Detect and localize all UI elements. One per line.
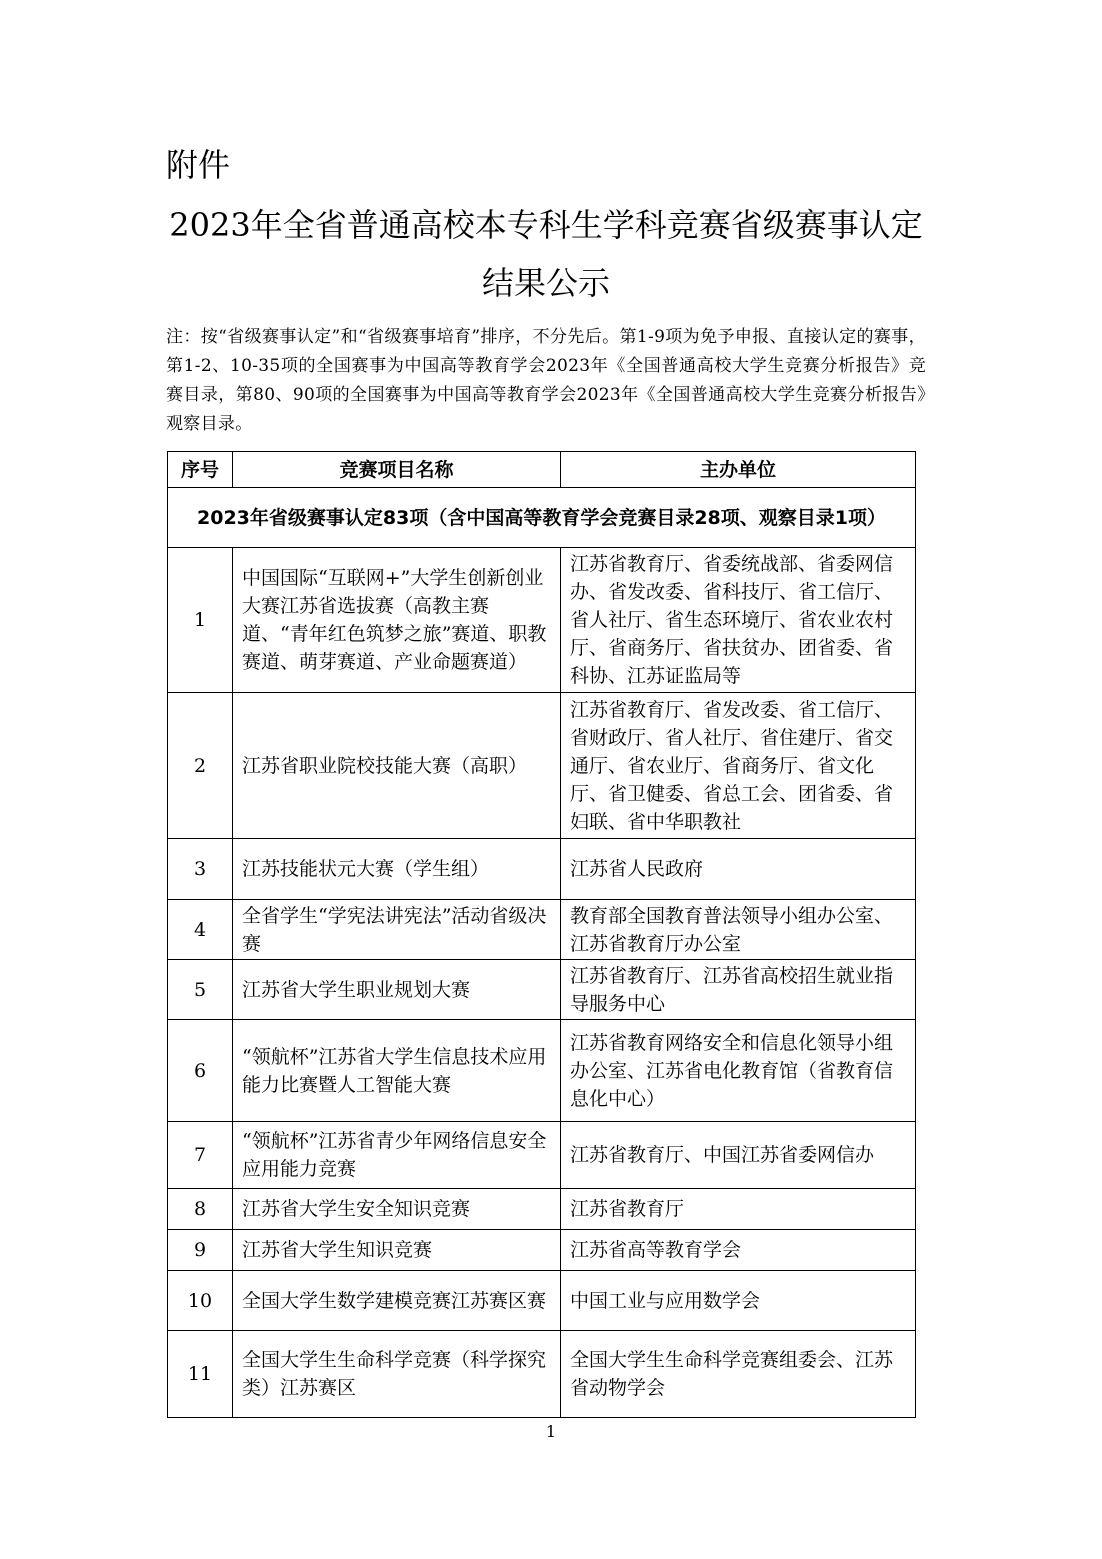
header-org: 主办单位 [561, 452, 916, 488]
row-name: “领航杯”江苏省大学生信息技术应用能力比赛暨人工智能大赛 [233, 1020, 561, 1122]
table-header-row [168, 452, 916, 488]
row-name: 中国国际“互联网+”大学生创新创业大赛江苏省选拔赛（高教主赛道、“青年红色筑梦之旅”赛道、职教赛道、萌芽赛道、产业命题赛道） [233, 548, 561, 693]
row-num: 2 [168, 693, 233, 839]
row-num: 10 [168, 1271, 233, 1331]
row-num: 7 [168, 1122, 233, 1189]
table-row [168, 1331, 916, 1418]
row-org: 江苏省人民政府 [561, 839, 916, 900]
row-org: 江苏省教育厅、江苏省高校招生就业指导服务中心 [561, 960, 916, 1020]
table-row [168, 1271, 916, 1331]
row-num: 4 [168, 900, 233, 960]
table-row [168, 900, 916, 960]
table-row [168, 960, 916, 1020]
row-num: 3 [168, 839, 233, 900]
table-row [168, 1020, 916, 1122]
row-num: 9 [168, 1230, 233, 1271]
row-num: 5 [168, 960, 233, 1020]
row-num: 11 [168, 1331, 233, 1418]
table-row [168, 1230, 916, 1271]
row-name: 江苏省大学生安全知识竞赛 [233, 1189, 561, 1230]
row-name: 江苏省大学生职业规划大赛 [233, 960, 561, 1020]
row-org: 江苏省教育厅、省委统战部、省委网信办、省发改委、省科技厅、省工信厅、省人社厅、省生态环境厅、省农业农村厅、省商务厅、省扶贫办、团省委、省科协、江苏证监局等 [561, 548, 916, 693]
row-org: 江苏省教育厅、中国江苏省委网信办 [561, 1122, 916, 1189]
table-row [168, 839, 916, 900]
table-row [168, 548, 916, 693]
attachment-label: 附件 [166, 146, 231, 184]
page-number: 1 [545, 1422, 557, 1441]
note-paragraph: 注：按“省级赛事认定”和“省级赛事培育”排序，不分先后。第1-9项为免予申报、直接认定的赛事，第1-2、10-35项的全国赛事为中国高等教育学会2023年《全国普通高校大学生竞赛分析报告》竞赛目录，第80、90项的全国赛事为中国高等教育学会2023年《全国普通高校大学生竞赛分析报告》观察目录。 [166, 327, 926, 434]
row-name: “领航杯”江苏省青少年网络信息安全应用能力竞赛 [233, 1122, 561, 1189]
table-row [168, 693, 916, 839]
competition-table [167, 451, 916, 1418]
row-name: 江苏省大学生知识竞赛 [233, 1230, 561, 1271]
row-num: 1 [168, 548, 233, 693]
group-title: 2023年省级赛事认定83项（含中国高等教育学会竞赛目录28项、观察目录1项） [168, 488, 916, 548]
row-name: 江苏省职业院校技能大赛（高职） [233, 693, 561, 839]
row-org: 江苏省高等教育学会 [561, 1230, 916, 1271]
row-name: 全国大学生数学建模竞赛江苏赛区赛 [233, 1271, 561, 1331]
row-org: 教育部全国教育普法领导小组办公室、江苏省教育厅办公室 [561, 900, 916, 960]
row-name: 江苏技能状元大赛（学生组） [233, 839, 561, 900]
header-num: 序号 [168, 452, 233, 488]
row-org: 江苏省教育厅 [561, 1189, 916, 1230]
row-num: 6 [168, 1020, 233, 1122]
row-org: 全国大学生生命科学竞赛组委会、江苏省动物学会 [561, 1331, 916, 1418]
group-row [168, 488, 916, 548]
table-row [168, 1122, 916, 1189]
row-num: 8 [168, 1189, 233, 1230]
header-name: 竞赛项目名称 [233, 452, 561, 488]
row-org: 中国工业与应用数学会 [561, 1271, 916, 1331]
row-name: 全省学生“学宪法讲宪法”活动省级决赛 [233, 900, 561, 960]
page-title: 2023年全省普通高校本专科生学科竞赛省级赛事认定结果公示 [169, 206, 923, 302]
table-row [168, 1189, 916, 1230]
row-name: 全国大学生生命科学竞赛（科学探究类）江苏赛区 [233, 1331, 561, 1418]
row-org: 江苏省教育网络安全和信息化领导小组办公室、江苏省电化教育馆（省教育信息化中心） [561, 1020, 916, 1122]
row-org: 江苏省教育厅、省发改委、省工信厅、省财政厅、省人社厅、省住建厅、省交通厅、省农业厅、省商务厅、省文化厅、省卫健委、省总工会、团省委、省妇联、省中华职教社 [561, 693, 916, 839]
